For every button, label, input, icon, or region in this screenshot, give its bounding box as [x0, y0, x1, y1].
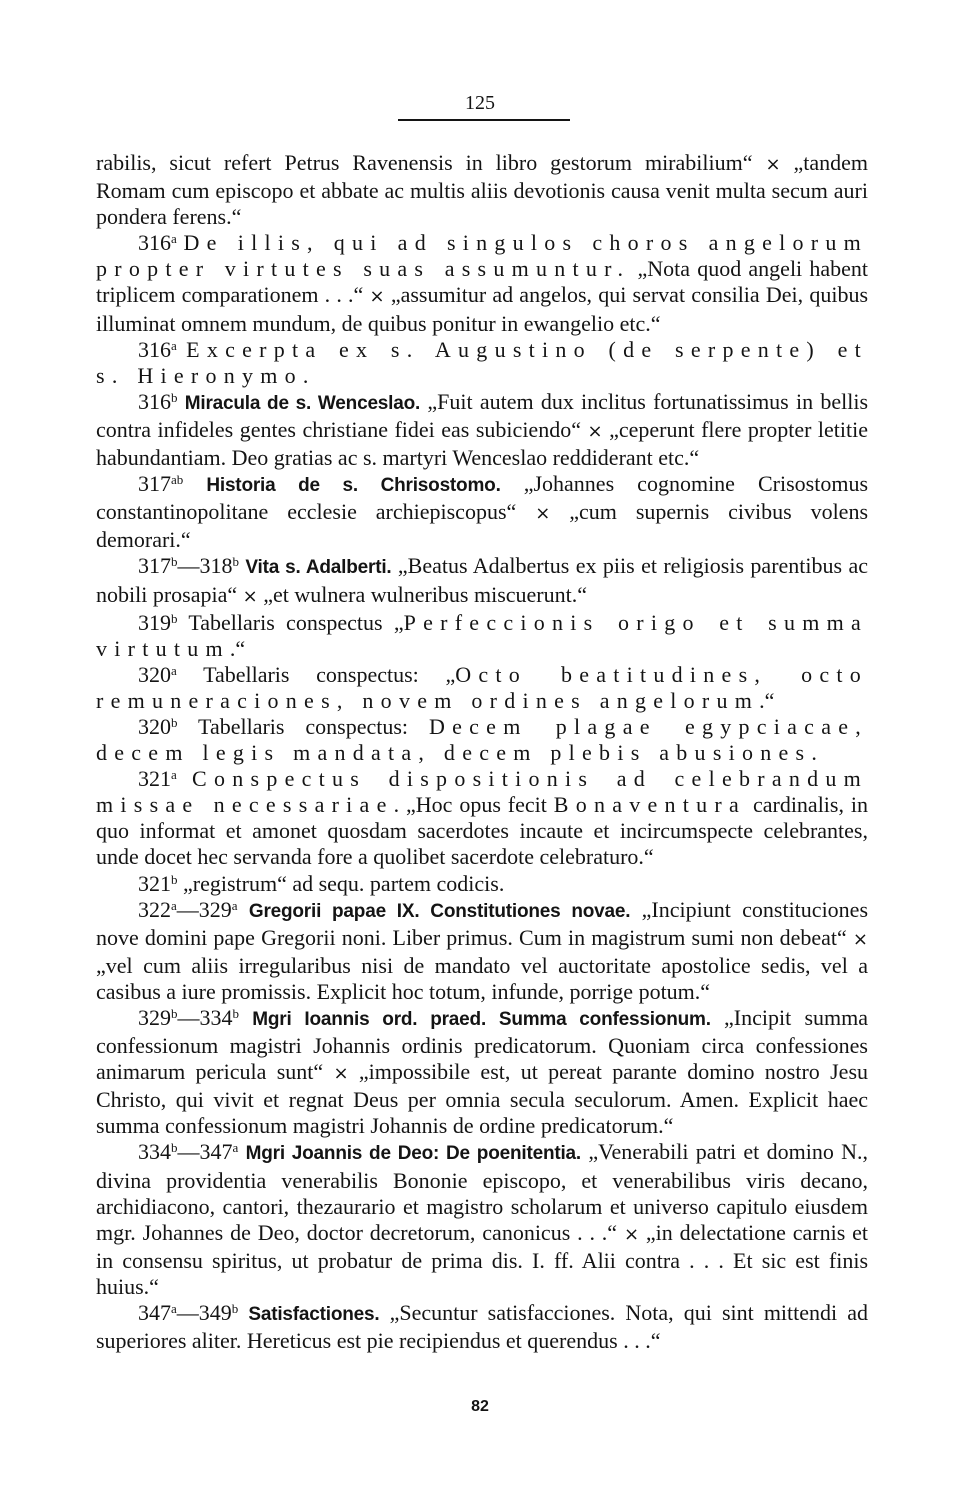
entry-text: „vel cum aliis irregularibus nisi de mandato vel auctoritate apostolice sedis, vel a casibus a iure promissis. Explicit hoc totum, infunde, porrige potum.“ — [96, 952, 868, 1004]
folio-number: 320 — [138, 661, 171, 687]
folio-side: b — [171, 554, 178, 570]
entry-text: .“ — [229, 635, 246, 661]
entry-316a-angels — [96, 230, 868, 336]
folio-side: b — [171, 1140, 178, 1156]
header-rule — [398, 119, 570, 121]
cross-marker: × — [333, 1063, 349, 1085]
folio-number: 316 — [138, 230, 171, 256]
folio-side: a — [231, 897, 238, 913]
folio-number: 349 — [198, 1300, 232, 1326]
entry-320b-tabellaris — [96, 714, 868, 766]
folio-side: b — [171, 871, 178, 887]
folio-side: a — [232, 1140, 239, 1156]
folio-number: 334 — [199, 1005, 233, 1030]
cross-marker: × — [369, 286, 385, 308]
folio-number: 316 — [138, 388, 171, 414]
entry-text: „et wulnera wulneribus miscuerunt.“ — [263, 581, 588, 607]
folio-number: 347 — [199, 1139, 233, 1165]
folio-number: 329 — [198, 896, 232, 922]
entry-heading: Miracula de s. Wenceslao. — [184, 392, 421, 414]
folio-number: 329 — [138, 1005, 171, 1030]
entry-text: „assumitur ad angelos, qui servat consilia Dei, quibus illuminat omnem mundum, de quibus ponitur in ewangelio etc.“ — [96, 282, 869, 336]
folio-side: a — [171, 897, 177, 913]
folio-side: b — [232, 1006, 239, 1021]
entry-text: „in delectatione carnis et in consensu spiritus, ut probatur de prima dis. I. ff. Alii contra . . . Et sic est finis huius.“ — [96, 1219, 869, 1299]
folio-number: 334 — [138, 1139, 171, 1165]
folio-side: a — [171, 337, 177, 353]
folio-side: a — [171, 231, 177, 247]
folio-dash: — — [176, 896, 199, 922]
entry-title: Octo beatitudines, octo remuneraciones, novem ordines angelorum — [96, 661, 868, 713]
folio-number: 317 — [138, 553, 171, 579]
entry-title: De illis, qui ad singulos choros angelorum propter virtutes suas assumuntur. — [96, 230, 869, 282]
folio-number: 322 — [138, 896, 171, 922]
author-name: Bonaventura — [553, 792, 747, 818]
entry-title: Perfeccionis origo et summa virtutum — [96, 609, 869, 661]
folio-side: a — [171, 662, 177, 678]
entry-text: „Fuit autem dux inclitus fortunatissimus in bellis contra infideles gentes christiane fidei eas subiciendo“ — [96, 388, 869, 442]
entry-text: „Incipit summa confessionum magistri Johannis ordinis predicatorum. Quoniam circa confessiones animarum pericula sunt“ — [96, 1005, 869, 1085]
entry-text: „Nota quod angeli habent triplicem comparationem . . .“ — [96, 256, 869, 308]
entry-text: rabilis, sicut refert Petrus Ravenensis in libro gestorum mirabilium“ — [96, 150, 753, 175]
page-body — [96, 150, 868, 1354]
entry-text: „Secuntur satisfacciones. Nota, qui sint mittendi ad superiores aliter. Hereticus est pie recipiendus et querendus . . .“ — [96, 1300, 868, 1354]
entry-title: Excerpta ex s. Augustino (de serpente) et s. Hieronymo. — [96, 336, 868, 388]
entry-text: cardinalis, in quo informat et amonet quosdam sacerdotes incaute et incircumspecte celebrantes, unde docet hec servanda fore a quolibet sacerdote celebraturo.“ — [96, 792, 868, 870]
entry-319b-tabellaris — [96, 610, 868, 662]
entry-heading: Vita s. Adalberti. — [245, 557, 392, 579]
entry-text: . — [811, 740, 817, 766]
entry-text: „impossibile est, ut pereat parante domino nostro Jesu Christo, qui vivit et regnat Deus per omnia secula seculorum. Amen. Explicit haec summa confessionum magistri Johannis de ordine predicatorum.“ — [96, 1059, 869, 1139]
cross-marker: × — [587, 420, 603, 442]
folio-number: 347 — [138, 1300, 171, 1326]
folio-number: 317 — [138, 471, 171, 497]
entry-text: „ceperunt flere propter letitie habundantiam. Deo gratias ac s. martyri Wenceslao reddiderant etc.“ — [96, 416, 869, 471]
cross-marker: × — [852, 928, 869, 950]
entry-329b-summa-confessionum — [96, 1005, 868, 1139]
folio-side: b — [232, 554, 239, 570]
cross-marker: × — [242, 585, 258, 607]
entry-316b-wenceslao — [96, 389, 868, 471]
entry-347a-satisfactiones — [96, 1300, 868, 1354]
folio-dash: — — [177, 553, 200, 579]
entry-text: „registrum“ ad sequ. partem codicis. — [183, 870, 505, 896]
entry-321a-conspectus — [96, 766, 868, 870]
entry-heading: Satisfactiones. — [248, 1304, 380, 1326]
folio-number: 318 — [199, 553, 233, 579]
page-number: 125 — [465, 92, 495, 114]
entry-text: Tabellaris conspectus: „ — [203, 661, 456, 687]
entry-heading: Historia de s. Chrisostomo. — [206, 475, 501, 497]
cross-marker: × — [623, 1223, 640, 1245]
entry-heading: Mgri Ioannis ord. praed. Summa confessionum. — [252, 1009, 711, 1030]
folio-number: 316 — [138, 336, 171, 362]
entry-321b-registrum — [96, 871, 868, 897]
folio-side: b — [171, 389, 178, 405]
entry-317b-adalberti — [96, 553, 868, 609]
folio-side: a — [171, 1301, 177, 1317]
entry-text: „Venerabili patri et domino N., divina providentia venerabilis Bononie episcopo, et venerabilibus viris decano, archidiacono, cantori, thezaurario et magistro scholarum et universo capitulo eiusdem mgr. Johannes de Deo, doctor decretorum, canonicus . . .“ — [96, 1139, 869, 1245]
entry-heading: Mgri Joannis de Deo: De poenitentia. — [245, 1143, 582, 1165]
folio-side: a — [171, 767, 177, 783]
footer-number: 82 — [471, 1398, 489, 1415]
folio-number: 321 — [138, 870, 171, 896]
entry-continuation — [96, 150, 868, 230]
entry-text: „tandem Romam cum episcopo et abbate ac multis aliis devotionis causa venit multa secum auri pondera ferens.“ — [96, 150, 869, 230]
cross-marker: × — [535, 503, 551, 525]
entry-text: Tabellaris conspectus „ — [188, 609, 404, 635]
entry-320a-tabellaris — [96, 662, 868, 714]
cross-marker: × — [765, 154, 781, 175]
entry-text: .“ — [759, 687, 775, 713]
folio-side: b — [171, 610, 178, 626]
entry-text: „Beatus Adalbertus ex piis et religiosis parentibus ac nobili prosapia“ — [96, 553, 869, 607]
folio-side: ab — [171, 472, 184, 488]
entry-text: Tabellaris conspectus: — [198, 713, 429, 739]
entry-334b-de-poenitentia — [96, 1139, 868, 1300]
folio-side: b — [171, 1006, 178, 1021]
entry-title: Decem plagae egypciacae, decem legis mandata, decem plebis abusiones — [96, 713, 868, 766]
entry-text: „Johannes cognomine Crisostomus constantinopolitane ecclesie archiepiscopus“ — [96, 471, 869, 525]
folio-side: b — [231, 1301, 239, 1317]
entry-text: „cum supernis civibus volens demorari.“ — [96, 499, 869, 553]
entry-heading: Gregorii papae IX. Constitutiones novae. — [248, 900, 631, 922]
entry-322a-gregorii — [96, 897, 868, 1005]
entry-text: . „Hoc opus fecit — [393, 792, 554, 818]
folio-number: 319 — [138, 609, 171, 635]
folio-number: 321 — [138, 766, 171, 792]
entry-text: „Incipiunt constituciones nove domini pape Gregorii noni. Liber primus. Cum in magistrum sumi non debeat“ — [96, 896, 869, 950]
folio-dash: — — [176, 1300, 199, 1326]
folio-number: 320 — [138, 713, 171, 739]
folio-dash: — — [177, 1139, 200, 1165]
folio-dash: — — [177, 1005, 200, 1030]
folio-side: b — [171, 714, 178, 730]
entry-317ab-chrisostomo — [96, 471, 868, 553]
entry-316a-excerpta — [96, 337, 868, 389]
entry-title: Conspectus dispositionis ad celebrandum missae necessariae — [96, 766, 869, 818]
